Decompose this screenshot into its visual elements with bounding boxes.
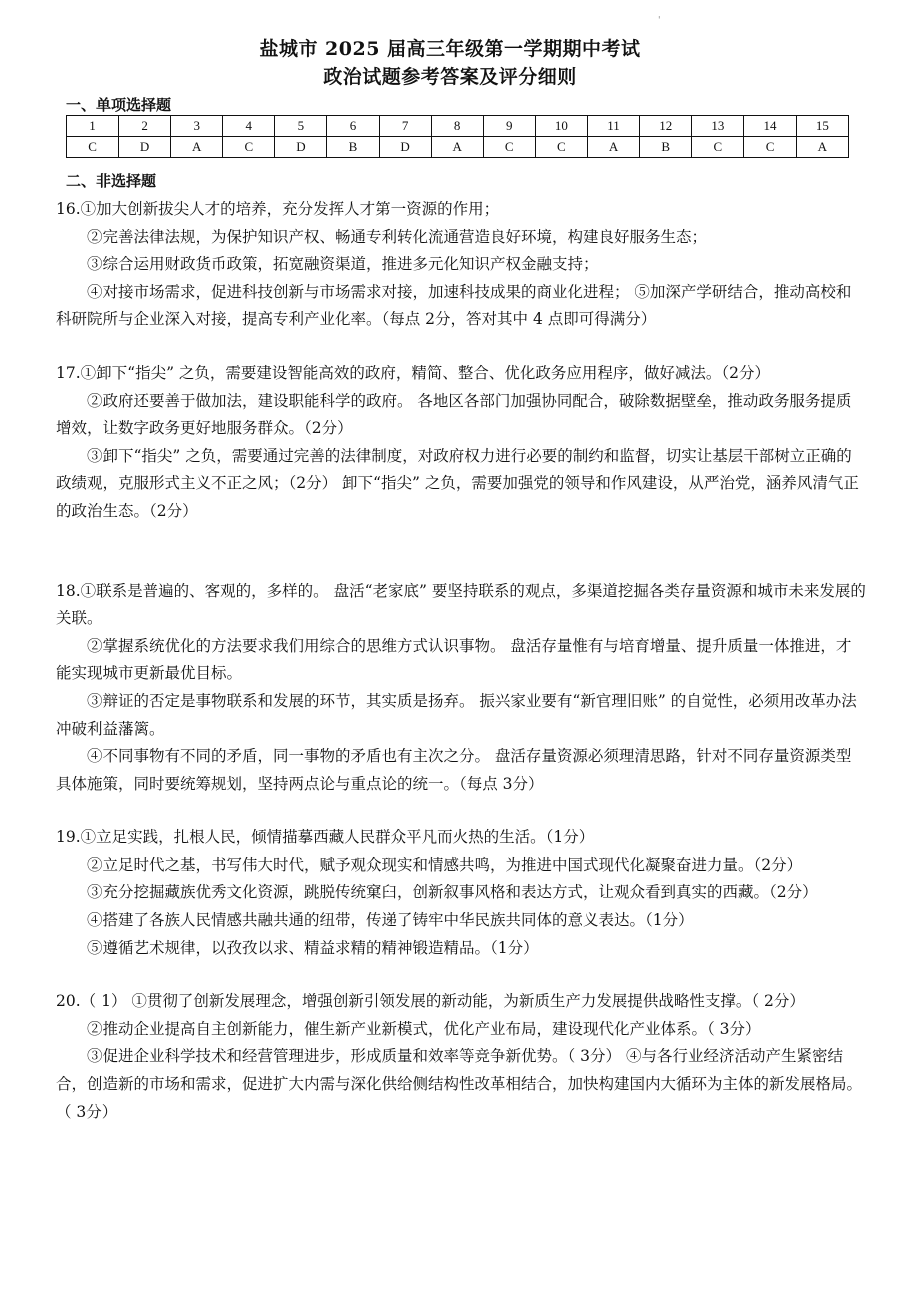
answer-paragraph: 18.①联系是普遍的、客观的，多样的。 盘活“老家底” 要坚持联系的观点，多渠道挖掘各类存量资源和城市未来发展的关联。 xyxy=(56,581,866,628)
answer-cell: A xyxy=(587,137,639,158)
q17-block xyxy=(56,360,866,526)
answer-paragraph: ③充分挖掘藏族优秀文化资源，跳脱传统窠臼，创新叙事风格和表达方式，让观众看到真实的西藏。（2分） xyxy=(87,883,818,902)
q19-block xyxy=(56,824,866,962)
question-number: 2 xyxy=(119,116,171,137)
section-heading-nonchoice: 二、非选择题 xyxy=(66,172,157,190)
answer-cell: A xyxy=(431,137,483,158)
answer-cell: B xyxy=(327,137,379,158)
answer-paragraph: 16.①加大创新拔尖人才的培养，充分发挥人才第一资源的作用； xyxy=(56,200,500,218)
answer-paragraph: ②掌握系统优化的方法要求我们用综合的思维方式认识事物。 盘活存量惟有与培育增量、提升质量一体推进，才能实现城市更新最优目标。 xyxy=(56,636,852,683)
answer-cell: A xyxy=(796,137,848,158)
answer-cell: C xyxy=(535,137,587,158)
answer-table-answer-row xyxy=(67,137,849,158)
question-number: 3 xyxy=(171,116,223,137)
question-number: 14 xyxy=(744,116,796,137)
answer-cell: B xyxy=(640,137,692,158)
answer-cell: C xyxy=(223,137,275,158)
corner-mark: ' xyxy=(658,16,661,26)
question-number: 11 xyxy=(587,116,639,137)
answer-paragraph: ③辩证的否定是事物联系和发展的环节，其实质是扬弃。 振兴家业要有“新官理旧账” 的自觉性，必须用改革办法冲破利益藩篱。 xyxy=(56,691,857,738)
question-number: 6 xyxy=(327,116,379,137)
answer-cell: A xyxy=(171,137,223,158)
answer-paragraph: ③促进企业科学技术和经营管理进步，形成质量和效率等竞争新优势。（ 3分） ④与各行业经济活动产生紧密结合，创造新的市场和需求，促进扩大内需与深化供给侧结构性改革相结合，加快构建国内大循环为主体的新发展格局。（ 3分） xyxy=(56,1047,863,1121)
q18-block xyxy=(56,578,866,799)
page-subtitle: 政治试题参考答案及评分细则 xyxy=(323,66,577,88)
answer-paragraph: ②完善法律法规，为保护知识产权、畅通专利转化流通营造良好环境，构建良好服务生态； xyxy=(87,227,708,246)
question-number: 13 xyxy=(692,116,744,137)
question-number: 4 xyxy=(223,116,275,137)
section-heading-choice: 一、单项选择题 xyxy=(66,96,172,114)
answer-table-number-row xyxy=(67,116,849,137)
answer-paragraph: ⑤遵循艺术规律，以孜孜以求、精益求精的精神锻造精品。（1分） xyxy=(87,938,539,957)
answer-cell: C xyxy=(692,137,744,158)
question-number: 15 xyxy=(796,116,848,137)
question-number: 12 xyxy=(640,116,692,137)
answer-cell: D xyxy=(275,137,327,158)
answer-paragraph: 17.①卸下“指尖” 之负，需要建设智能高效的政府，精简、整合、优化政务应用程序，做好减法。（2分） xyxy=(56,363,771,382)
answer-paragraph: 19.①立足实践，扎根人民，倾情描摹西藏人民群众平凡而火热的生活。（1分） xyxy=(56,828,595,847)
answer-paragraph: ②立足时代之基，书写伟大时代，赋予观众现实和情感共鸣，为推进中国式现代化凝聚奋进力量。（2分） xyxy=(87,855,803,874)
answer-cell: D xyxy=(379,137,431,158)
answer-paragraph: ③综合运用财政货币政策，拓宽融资渠道，推进多元化知识产权金融支持； xyxy=(87,255,599,274)
q16-block xyxy=(56,196,866,334)
question-number: 8 xyxy=(431,116,483,137)
answer-table xyxy=(66,115,849,158)
answer-cell: C xyxy=(483,137,535,158)
answer-cell: C xyxy=(744,137,796,158)
answer-cell: C xyxy=(67,137,119,158)
answer-paragraph: ③卸下“指尖” 之负，需要通过完善的法律制度，对政府权力进行必要的制约和监督，切实让基层干部树立正确的政绩观，克服形式主义不正之风；（2分） 卸下“指尖” 之负，需要加强党的领导和作风建设，从严治党，涵养风清气正的政治生态。（2分） xyxy=(56,446,859,520)
q20-block xyxy=(56,988,866,1126)
answer-paragraph: ②推动企业提高自主创新能力，催生新产业新模式，优化产业布局，建设现代化产业体系。（ 3分） xyxy=(87,1019,761,1038)
question-number: 10 xyxy=(535,116,587,137)
answer-body xyxy=(56,196,866,1126)
question-number: 9 xyxy=(483,116,535,137)
answer-paragraph: ④不同事物有不同的矛盾，同一事物的矛盾也有主次之分。 盘活存量资源必须理清思路，针对不同存量资源类型具体施策，同时要统筹规划，坚持两点论与重点论的统一。（每点 3分） xyxy=(56,747,852,793)
page-title: 盐城市 2025 届高三年级第一学期期中考试 xyxy=(259,38,641,60)
answer-paragraph: ④对接市场需求，促进科技创新与市场需求对接，加速科技成果的商业化进程； ⑤加深产学研结合，推动高校和科研院所与企业深入对接，提高专利产业化率。（每点 2分，答对其中 4 点即可得满分） xyxy=(56,282,852,329)
answer-paragraph: ②政府还要善于做加法，建设职能科学的政府。 各地区各部门加强协同配合，破除数据壁垒，推动政务服务提质增效，让数字政务更好地服务群众。（2分） xyxy=(56,391,852,438)
question-number: 5 xyxy=(275,116,327,137)
question-number: 7 xyxy=(379,116,431,137)
question-number: 1 xyxy=(67,116,119,137)
answer-paragraph: ④搭建了各族人民情感共融共通的纽带，传递了铸牢中华民族共同体的意义表达。（1分） xyxy=(87,911,694,930)
answer-paragraph: 20.（ 1） ①贯彻了创新发展理念，增强创新引领发展的新动能，为新质生产力发展提供战略性支撑。（ 2分） xyxy=(56,992,805,1011)
answer-cell: D xyxy=(119,137,171,158)
